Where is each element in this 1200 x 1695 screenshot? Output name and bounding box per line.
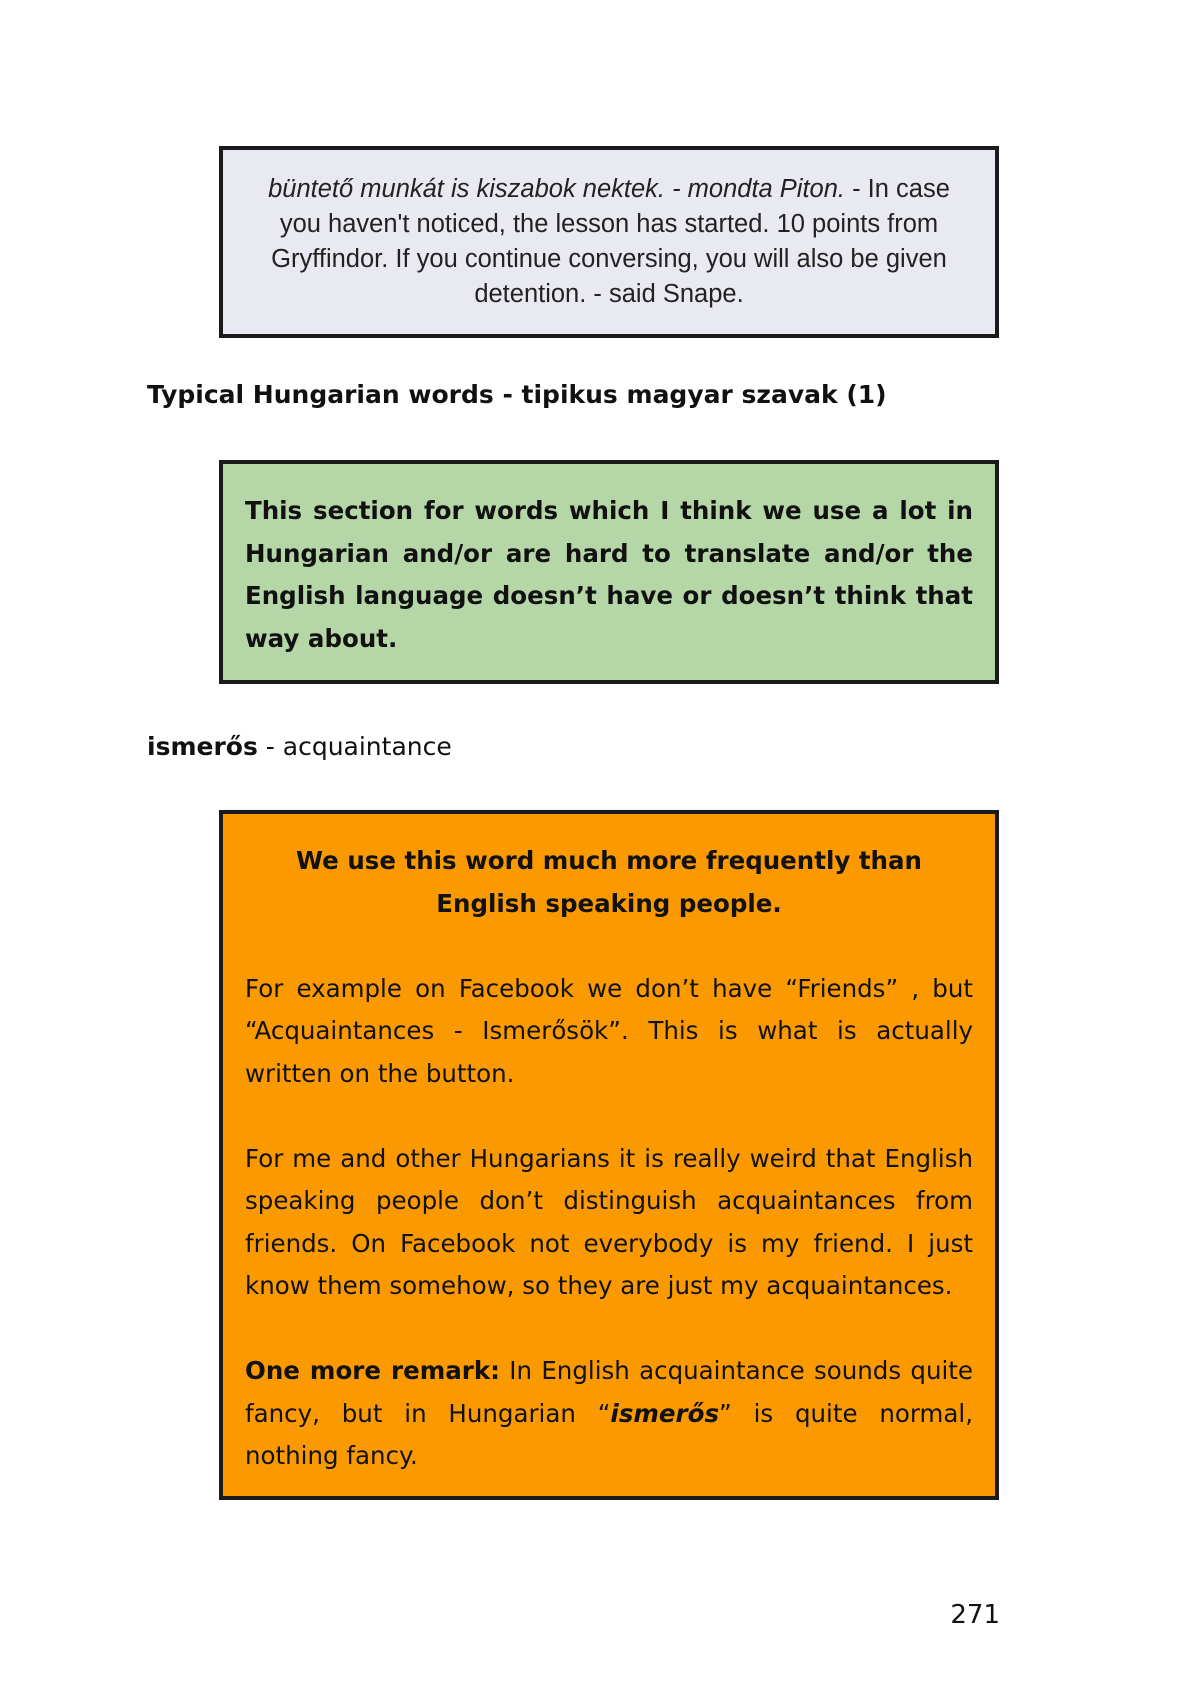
vocabulary-entry bbox=[147, 728, 452, 766]
explanation-paragraph-1: For example on Facebook we don’t have “Friends” , but “Acquaintances - Ismerősök”. This is what is actually written on the button. bbox=[245, 973, 973, 1088]
entry-translation: acquaintance bbox=[282, 732, 452, 761]
remark-label: One more remark: bbox=[245, 1356, 500, 1385]
english-quote: - In case you haven't noticed, the lesson has started. 10 points from Gryffindor. If you continue conversing, you will also be given detention. - said Snape. bbox=[271, 175, 950, 308]
hungarian-quote: büntető munkát is kiszabok nektek. - mondta Piton. bbox=[268, 175, 845, 203]
quote-box bbox=[219, 146, 999, 338]
remark-text-1: In English acquaintance sounds quite fancy, but in Hungarian “ bbox=[245, 1356, 973, 1428]
intro-box bbox=[219, 460, 999, 684]
explanation-lead: We use this word much more frequently than English speaking people. bbox=[296, 846, 922, 918]
explanation-paragraph-2: For me and other Hungarians it is really weird that English speaking people don’t distinguish acquaintances from friends. On Facebook not everybody is my friend. I just know them somehow, so they are just my acquaintances. bbox=[245, 1143, 973, 1300]
entry-separator: - bbox=[257, 732, 283, 761]
remark-text-2: ” is quite normal, nothing fancy. bbox=[245, 1398, 973, 1470]
intro-text: This section for words which I think we use a lot in Hungarian and/or are hard to translate and/or the English language doesn’t have or doesn’t think that way about. bbox=[245, 496, 973, 653]
page-number: 271 bbox=[950, 1600, 1000, 1630]
remark-word: ismerős bbox=[610, 1398, 720, 1428]
explanation-box bbox=[219, 810, 999, 1500]
explanation-remark bbox=[245, 1350, 973, 1478]
entry-word: ismerős bbox=[147, 732, 258, 761]
section-heading: Typical Hungarian words - tipikus magyar szavak (1) bbox=[147, 380, 887, 409]
